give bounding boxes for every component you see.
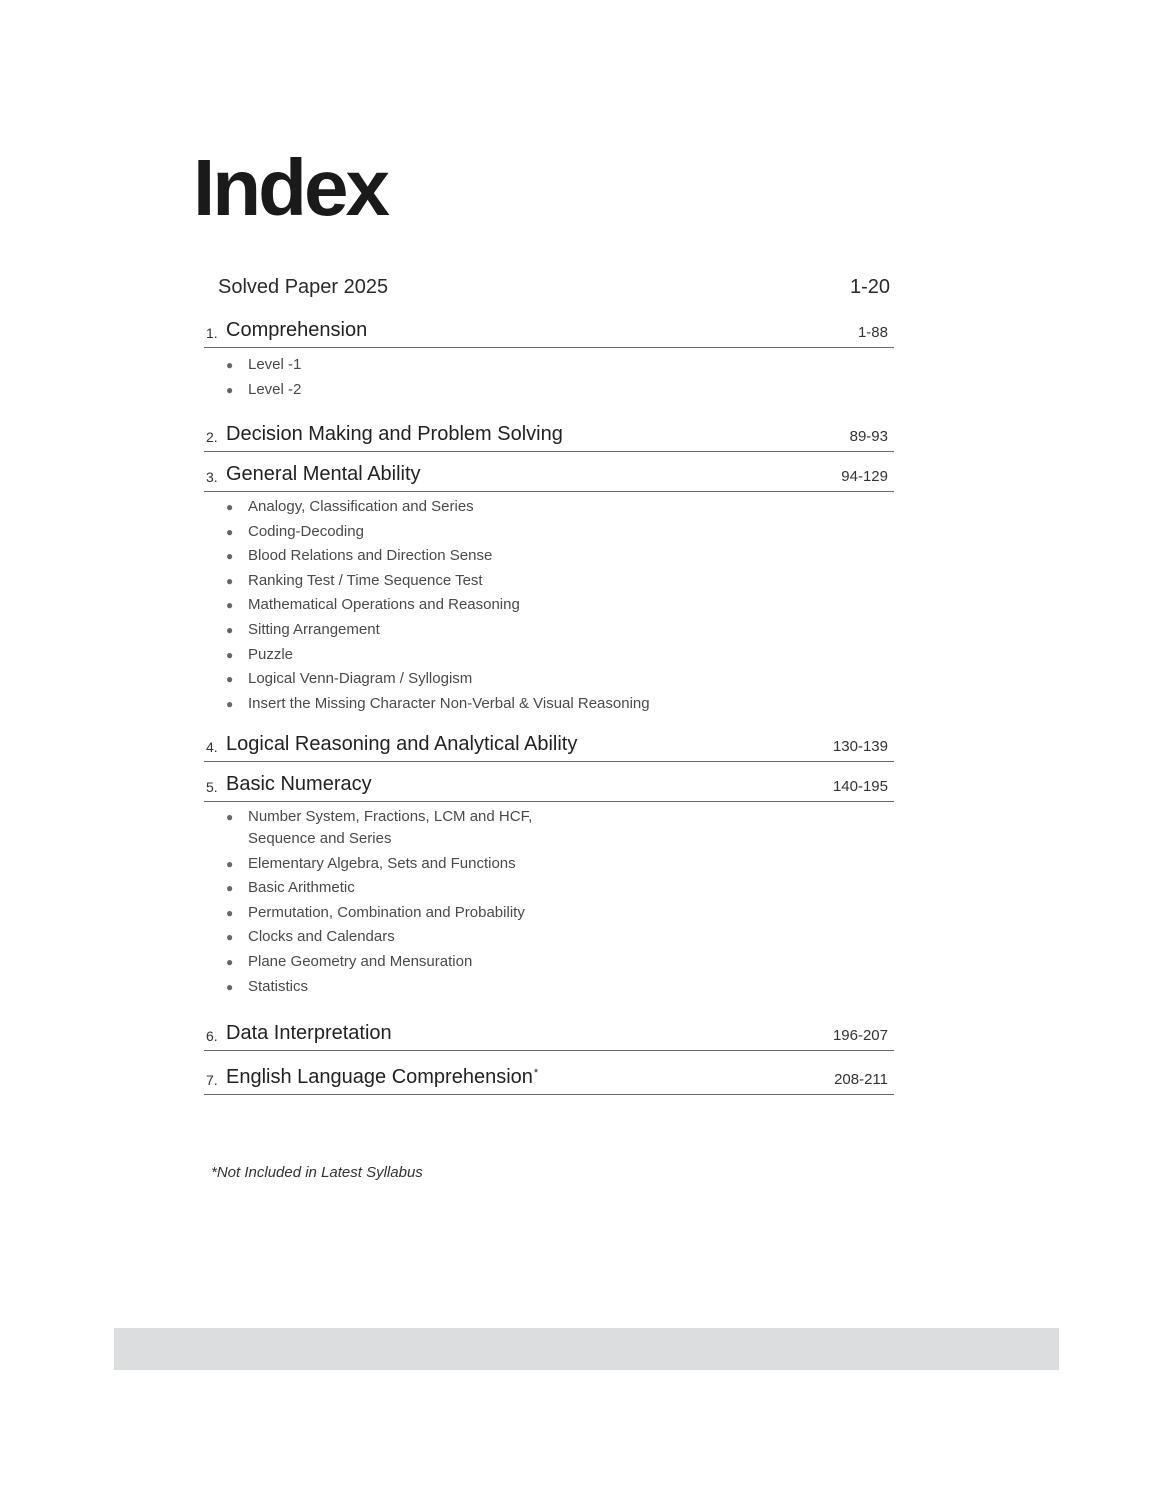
section-number: 6. [206,1028,218,1044]
topic-item: ● Level -2 [226,379,301,404]
section-comprehension[interactable] [204,308,894,348]
topic-item: ● Coding-Decoding [226,521,650,546]
section-title: Basic Numeracy [226,773,372,795]
topic-item: ● Blood Relations and Direction Sense [226,545,650,570]
bullet-icon: ● [226,549,234,564]
solved-paper-label: Solved Paper 2025 [218,276,389,298]
section-number: 1. [206,325,218,341]
topic-item: ● Ranking Test / Time Sequence Test [226,570,650,595]
topic-item: ● Plane Geometry and Mensuration [226,951,568,976]
bullet-icon: ● [226,930,234,945]
comprehension-topics [226,354,301,403]
section-title: Comprehension [226,319,368,341]
solved-paper-pages: 1-20 [849,276,890,298]
topic-item: ● Level -1 [226,354,301,379]
section-title: Data Interpretation [226,1022,392,1044]
bullet-icon: ● [226,696,234,711]
section-pages: 140-195 [832,778,888,795]
general-mental-ability-topics [226,496,650,717]
bullet-icon: ● [226,622,234,637]
bullet-icon: ● [226,500,234,514]
bullet-icon: ● [226,881,234,896]
topic-item: ● Puzzle [226,644,650,669]
bullet-icon: ● [226,524,234,539]
section-number: 7. [206,1072,218,1088]
bullet-icon: ● [226,856,234,871]
bullet-icon: ● [226,672,234,687]
bullet-icon: ● [226,358,234,372]
bullet-icon: ● [226,598,234,613]
topic-item: ● Sitting Arrangement [226,619,650,644]
section-title: General Mental Ability [226,463,421,485]
section-number: 5. [206,779,218,795]
section-pages: 89-93 [849,428,888,445]
basic-numeracy-topics [226,806,568,1000]
bullet-icon: ● [226,647,234,662]
topic-item: ● Elementary Algebra, Sets and Functions [226,853,568,878]
bullet-icon: ● [226,573,234,588]
section-title: Logical Reasoning and Analytical Ability [226,733,578,755]
section-number: 4. [206,739,218,755]
section-decision-making[interactable] [204,412,894,452]
bullet-icon: ● [226,810,234,824]
footnote: *Not Included in Latest Syllabus [211,1164,423,1181]
section-number: 3. [206,469,218,485]
section-title: English Language Comprehension* [226,1066,539,1088]
section-general-mental-ability[interactable] [204,452,894,492]
topic-item: ● Number System, Fractions, LCM and HCF, Sequence and Series [226,808,533,847]
bullet-icon: ● [226,382,234,397]
section-pages: 1-88 [857,324,888,341]
topic-item: ● Permutation, Combination and Probability [226,902,568,927]
topic-item: ● Statistics [226,976,568,1001]
section-title: Decision Making and Problem Solving [226,423,563,445]
section-english-language[interactable] [204,1053,894,1095]
section-pages: 208-211 [834,1071,888,1088]
section-basic-numeracy[interactable] [204,762,894,802]
section-number: 2. [206,429,218,445]
topic-item: ● Mathematical Operations and Reasoning [226,594,650,619]
bullet-icon: ● [226,979,234,994]
bullet-icon: ● [226,954,234,969]
section-pages: 196-207 [832,1027,888,1044]
topic-item: ● Basic Arithmetic [226,877,568,902]
section-logical-reasoning[interactable] [204,722,894,762]
asterisk-mark: * [533,1067,539,1079]
section-pages: 130-139 [832,738,888,755]
topic-item: ● Clocks and Calendars [226,926,568,951]
topic-item: ● Insert the Missing Character Non-Verbal & Visual Reasoning [226,693,650,718]
page-title: Index [193,143,387,232]
section-data-interpretation[interactable] [204,1011,894,1051]
footer-band [114,1328,1059,1370]
topic-item: ● Logical Venn-Diagram / Syllogism [226,668,650,693]
topic-item: ● Analogy, Classification and Series [226,496,650,521]
solved-paper-row[interactable] [218,276,890,304]
bullet-icon: ● [226,905,234,920]
section-pages: 94-129 [841,468,888,485]
